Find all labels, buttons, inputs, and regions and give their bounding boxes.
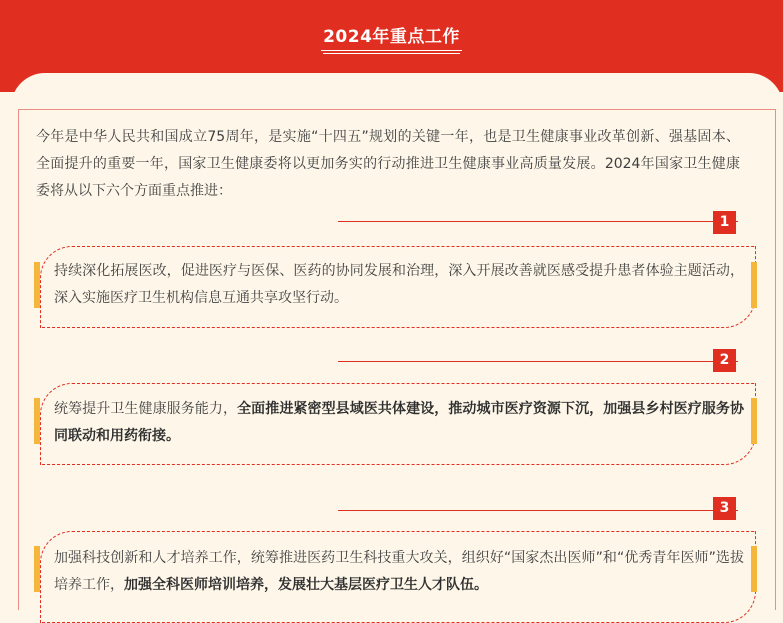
section-3-accent-right: [751, 546, 757, 592]
section-2-text-bold: 全面推进紧密型县域医共体建设，推动城市医疗资源下沉，加强县乡村医疗服务协同联动和用药衔接。: [54, 401, 745, 444]
section-3-text-plain: 加强科技创新和人才培养工作，统筹推进医药卫生科技重大攻关，组织好“国家杰出医师”和“优秀青年医师”选拔培养工作，: [54, 550, 744, 593]
section-3-text-bold: 加强全科医师培训培养，发展壮大基层医疗卫生人才队伍。: [124, 577, 488, 593]
section-2-number: 2: [713, 349, 736, 372]
section-2-accent-left: [34, 398, 40, 444]
header: [0, 22, 783, 54]
section-1-accent-left: [34, 262, 40, 308]
section-2-divider: [338, 361, 738, 362]
section-2-accent-right: [751, 398, 757, 444]
section-1-accent-right: [751, 262, 757, 308]
section-3-text: [54, 545, 744, 599]
intro-paragraph: 今年是中华人民共和国成立75周年，是实施“十四五”规划的关键一年，也是卫生健康事业改革创新、强基固本、全面提升的重要一年，国家卫生健康委将以更加务实的行动推进卫生健康事业高质量发展。2024年国家卫生健康委将从以下六个方面重点推进：: [36, 129, 740, 199]
section-1-number: 1: [713, 211, 736, 234]
section-3-number: 3: [713, 497, 736, 520]
section-3-divider: [338, 510, 738, 511]
section-2-text: [54, 396, 744, 450]
section-3-accent-left: [34, 546, 40, 592]
section-2-text-plain: 统筹提升卫生健康服务能力，: [54, 401, 238, 417]
title-underline: [323, 53, 460, 54]
page-title: 2024年重点工作: [321, 22, 462, 51]
section-1-text: [54, 258, 744, 312]
section-1-text-plain: 持续深化拓展医改，促进医疗与医保、医药的协同发展和治理，深入开展改善就医感受提升患者体验主题活动，深入实施医疗卫生机构信息互通共享攻坚行动。: [54, 263, 744, 306]
section-1-divider: [338, 221, 738, 222]
